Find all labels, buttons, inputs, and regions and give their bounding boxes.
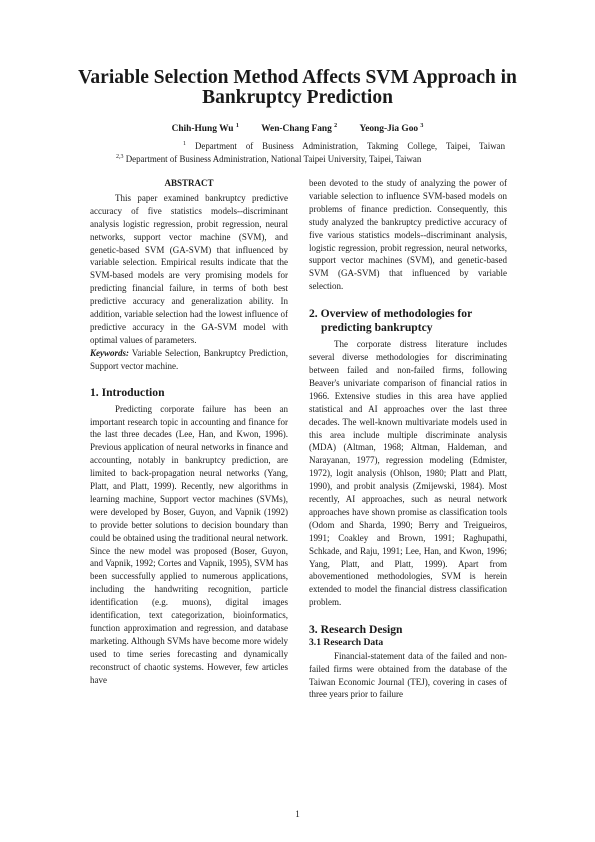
introduction-text: Predicting corporate failure has been an important research topic in accounting and finance for the last three decades (Lee, Han, and Kwon, 1996). Previous application of neural networks in finance and accounting, notably in bankruptcy prediction, are limited to back-propagation neural networks (Yang, Platt, and Platt, 1999). Recently, new algorithms in learning machine, Support vector machines (SVMs), were developed by Boser, Guyon, and Vapnik (1992) to provide better solutions to decision boundary than could be obtained using the traditional neural network. Since the new model was proposed (Boser, Guyon, and Vapnik, 1992; Cortes and Vapnik, 1995), SVM has been successfully applied to numerous applications, including the handwriting recognition, particle identification (e.g. muons), digital images identification, text categorization, bioinformatics, function approximation and regression, and database marketing. Although SVMs have become more widely used to time series forecasting and dynamically reconstruct of chaotic systems. However, few articles have: [90, 403, 288, 685]
section-heading-introduction: 1. Introduction: [90, 385, 165, 399]
paper-title: Variable Selection Method Affects SVM Approach in Bankruptcy Prediction: [78, 67, 517, 108]
introduction-continued-text: been devoted to the study of analyzing the power of variable selection to influence SVM-based models on problems of finance prediction. Consequently, this study analyzed the bankruptcy predictive accuracy of five various statistics models--discriminant analysis, logistic regression, probit regression, neural networks, support vector machines (SVM), and genetic-based SVM (GA-SVM) that influenced by variable selection.: [309, 178, 507, 292]
affiliation-1: $^1$ Department of Business Administration, Takming College, Taipei, Taiwan: [183, 141, 506, 151]
section-heading-research-design: 3. Research Design: [309, 623, 403, 637]
left-column: [90, 177, 288, 687]
page-number: 1: [295, 809, 300, 819]
right-column: [309, 177, 507, 701]
abstract-text: This paper examined bankruptcy predictive accuracy of five statistics models--discriminant analysis logistic regression, probit regression, neural networks, support vector machine (SVM), and genetic-based SVM (GA-SVM) that influenced by variable selection. Empirical results indicate that the SVM-based models are very promising models for predicting financial failure, in terms of both best predictive accuracy and generalization ability. In addition, variable selection had the lowest influence of predictive accuracy in the GA-SVM model with optimal values of parameters.: [90, 192, 288, 345]
affiliation-2: $^{2,3}$ Department of Business Administration, National Taipei University, Taipei, Taiwan: [116, 154, 422, 164]
abstract-heading: ABSTRACT: [164, 178, 214, 188]
author-1: Chih-Hung Wu $^1$: [171, 123, 239, 134]
author-3: Yeong-Jia Goo $^3$: [359, 123, 424, 134]
author-2: Wen-Chang Fang $^2$: [261, 123, 338, 134]
research-data-text: Financial-statement data of the failed and non-failed firms were obtained from the database of the Taiwan Economic Journal (TEJ), covering in cases of three years prior to failure: [309, 650, 507, 700]
keywords: Keywords: Variable Selection, Bankruptcy Prediction, Support vector machine.: [90, 347, 288, 371]
keywords-label: Keywords:: [90, 347, 129, 358]
subsection-heading-research-data: 3.1 Research Data: [309, 637, 384, 649]
section-heading-overview: 2. Overview of methodologies for predicting bankruptcy: [309, 307, 473, 335]
overview-text: The corporate distress literature includes several diverse methodologies for discriminating between failed and non-failed firms, following Beaver's univariate comparison of financial ratios in 1966. Extensive studies in this area have applied statistical and AI approaches over the last three decades. The well-known multivariate models used in this area include multiple discriminate analysis (MDA) (Altman, 1968; Altman, Haldeman, and Narayanan, 1977), regression modeling (Edmister, 1972), logit analysis (Ohlson, 1980; Platt and Platt, 1990), and probit analysis (Zmijewski, 1984). Most recently, AI approaches, such as neural network approaches have shown promise as classification tools (Odom and Sharda, 1990; Berry and Treigueiros, 1991; Coakley and Brown, 1991; Raghupathi, Schkade, and Raju, 1991; Lee, Han, and Kwon, 1996; Yang, Platt, and Platt, 1999). Apart from abovementioned methodologies, SVM is herein extended to model the financial distress classification problem.: [309, 339, 507, 608]
author-list: [0, 123, 595, 134]
